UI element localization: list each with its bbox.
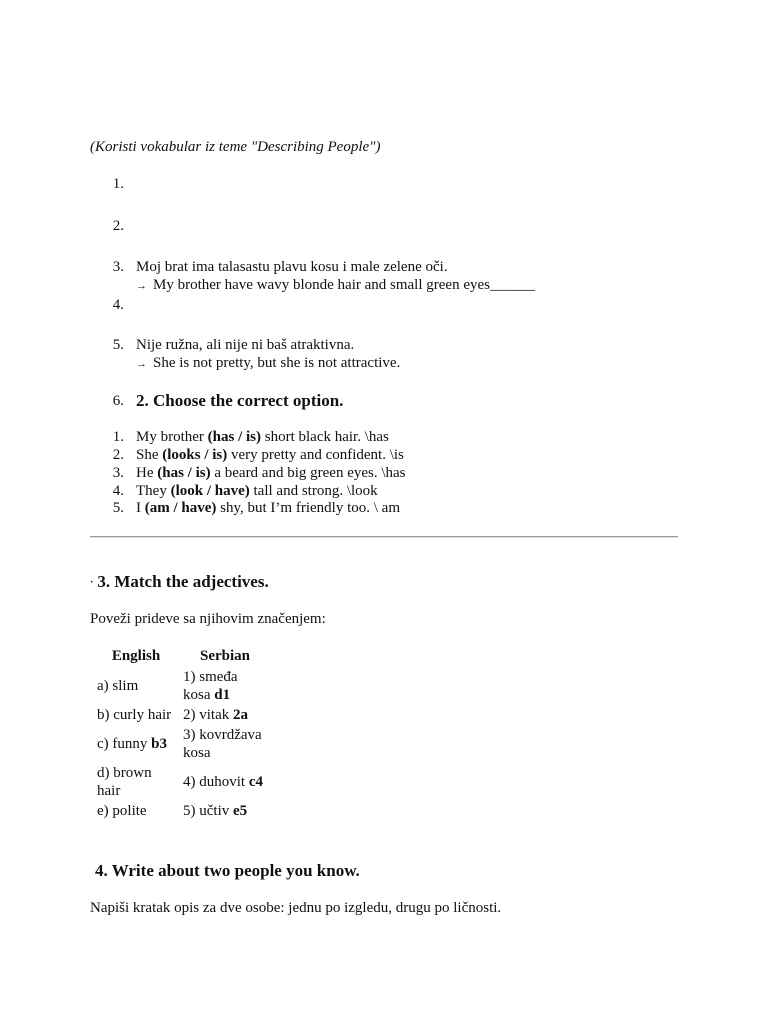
cell-text: 5) učtiv: [183, 803, 233, 819]
intro-note: (Koristi vokabular iz teme "Describing People"): [90, 139, 381, 155]
cell-text: 1) smeđa kosa: [183, 669, 238, 703]
section-heading: 4. Write about two people you know.: [95, 861, 360, 880]
serbian-cell: [180, 706, 270, 724]
column-header-english: English: [111, 648, 161, 664]
item-option: (look / have): [170, 483, 250, 499]
list-number: 1.: [112, 176, 124, 192]
list-number: 4.: [112, 297, 124, 313]
item-text: short black hair. \has: [261, 429, 389, 445]
item-text: They: [136, 483, 171, 499]
section-title: 3. Match the adjectives.: [97, 572, 269, 591]
english-cell: [94, 802, 178, 820]
table-row: [94, 726, 270, 762]
serbian-cell: [180, 726, 270, 762]
item-text: very pretty and confident. \is: [227, 447, 404, 463]
item-option: (has / is): [157, 465, 211, 481]
item-text: a beard and big green eyes. \has: [210, 465, 406, 481]
instruction-text: Napiši kratak opis za dve osobe: jednu po izgledu, drugu po ličnosti.: [90, 900, 502, 916]
arrow-icon: →: [136, 358, 147, 370]
choose-item: [136, 447, 404, 464]
list-number: 5.: [112, 500, 124, 516]
cell-text: b) curly hair: [97, 707, 172, 723]
horizontal-divider: [90, 536, 678, 538]
list-item-text: Nije ružna, ali nije ni baš atraktivna.: [136, 337, 355, 353]
list-item-text: Moj brat ima talasastu plavu kosu i male zelene oči.: [136, 259, 448, 275]
answer-text: d1: [214, 687, 231, 703]
choose-item: [136, 429, 389, 446]
arrow-icon: →: [136, 280, 147, 292]
choose-item: [136, 465, 406, 482]
column-header-serbian: Serbian: [199, 648, 250, 664]
list-number: 4.: [112, 483, 124, 499]
cell-text: 3) kovrdžava kosa: [183, 727, 262, 761]
item-text: He: [136, 465, 158, 481]
item-text: I: [136, 500, 145, 516]
table-row: [94, 802, 270, 820]
list-number: 6.: [112, 393, 124, 409]
item-text: shy, but I’m friendly too. \ am: [216, 500, 400, 516]
choose-item: [136, 483, 378, 500]
choose-item: [136, 500, 400, 517]
cell-text: 2) vitak: [183, 707, 233, 723]
cell-text: c) funny: [97, 736, 152, 752]
translation-line: [136, 277, 535, 294]
list-number: 1.: [112, 429, 124, 445]
cell-text: a) slim: [97, 678, 139, 694]
item-option: (am / have): [144, 500, 217, 516]
table-row: [94, 764, 270, 800]
cell-text: e) polite: [97, 803, 147, 819]
matching-table: [92, 645, 272, 822]
english-cell: [94, 706, 178, 724]
answer-text: e5: [233, 803, 248, 819]
translation-line: [136, 355, 400, 372]
list-number: 3.: [112, 465, 124, 481]
english-cell: [94, 668, 178, 704]
serbian-cell: [180, 802, 270, 820]
serbian-cell: [180, 668, 270, 704]
translation-text: My brother have wavy blonde hair and small green eyes______: [153, 277, 535, 293]
list-number: 2.: [112, 218, 124, 234]
cell-text: 4) duhovit: [183, 774, 249, 790]
answer-text: c4: [248, 774, 264, 790]
item-option: (looks / is): [162, 447, 228, 463]
section-heading: [90, 572, 269, 592]
bullet-icon: ·: [90, 577, 94, 588]
english-cell: [94, 764, 178, 800]
table-header-row: [94, 647, 270, 666]
list-number: 5.: [112, 337, 124, 353]
item-text: She: [136, 447, 163, 463]
translation-text: She is not pretty, but she is not attractive.: [153, 355, 401, 371]
cell-text: d) brown hair: [97, 765, 152, 799]
item-text: tall and strong. \look: [249, 483, 378, 499]
answer-text: b3: [151, 736, 167, 752]
answer-text: 2a: [233, 707, 248, 723]
list-number: 3.: [112, 259, 124, 275]
list-number: 2.: [112, 447, 124, 463]
item-text: My brother: [136, 429, 208, 445]
english-cell: [94, 726, 178, 762]
table-row: [94, 668, 270, 704]
table-row: [94, 706, 270, 724]
item-option: (has / is): [207, 429, 261, 445]
serbian-cell: [180, 764, 270, 800]
section-heading: 2. Choose the correct option.: [136, 391, 344, 410]
instruction-text: Poveži prideve sa njihovim značenjem:: [90, 611, 326, 627]
